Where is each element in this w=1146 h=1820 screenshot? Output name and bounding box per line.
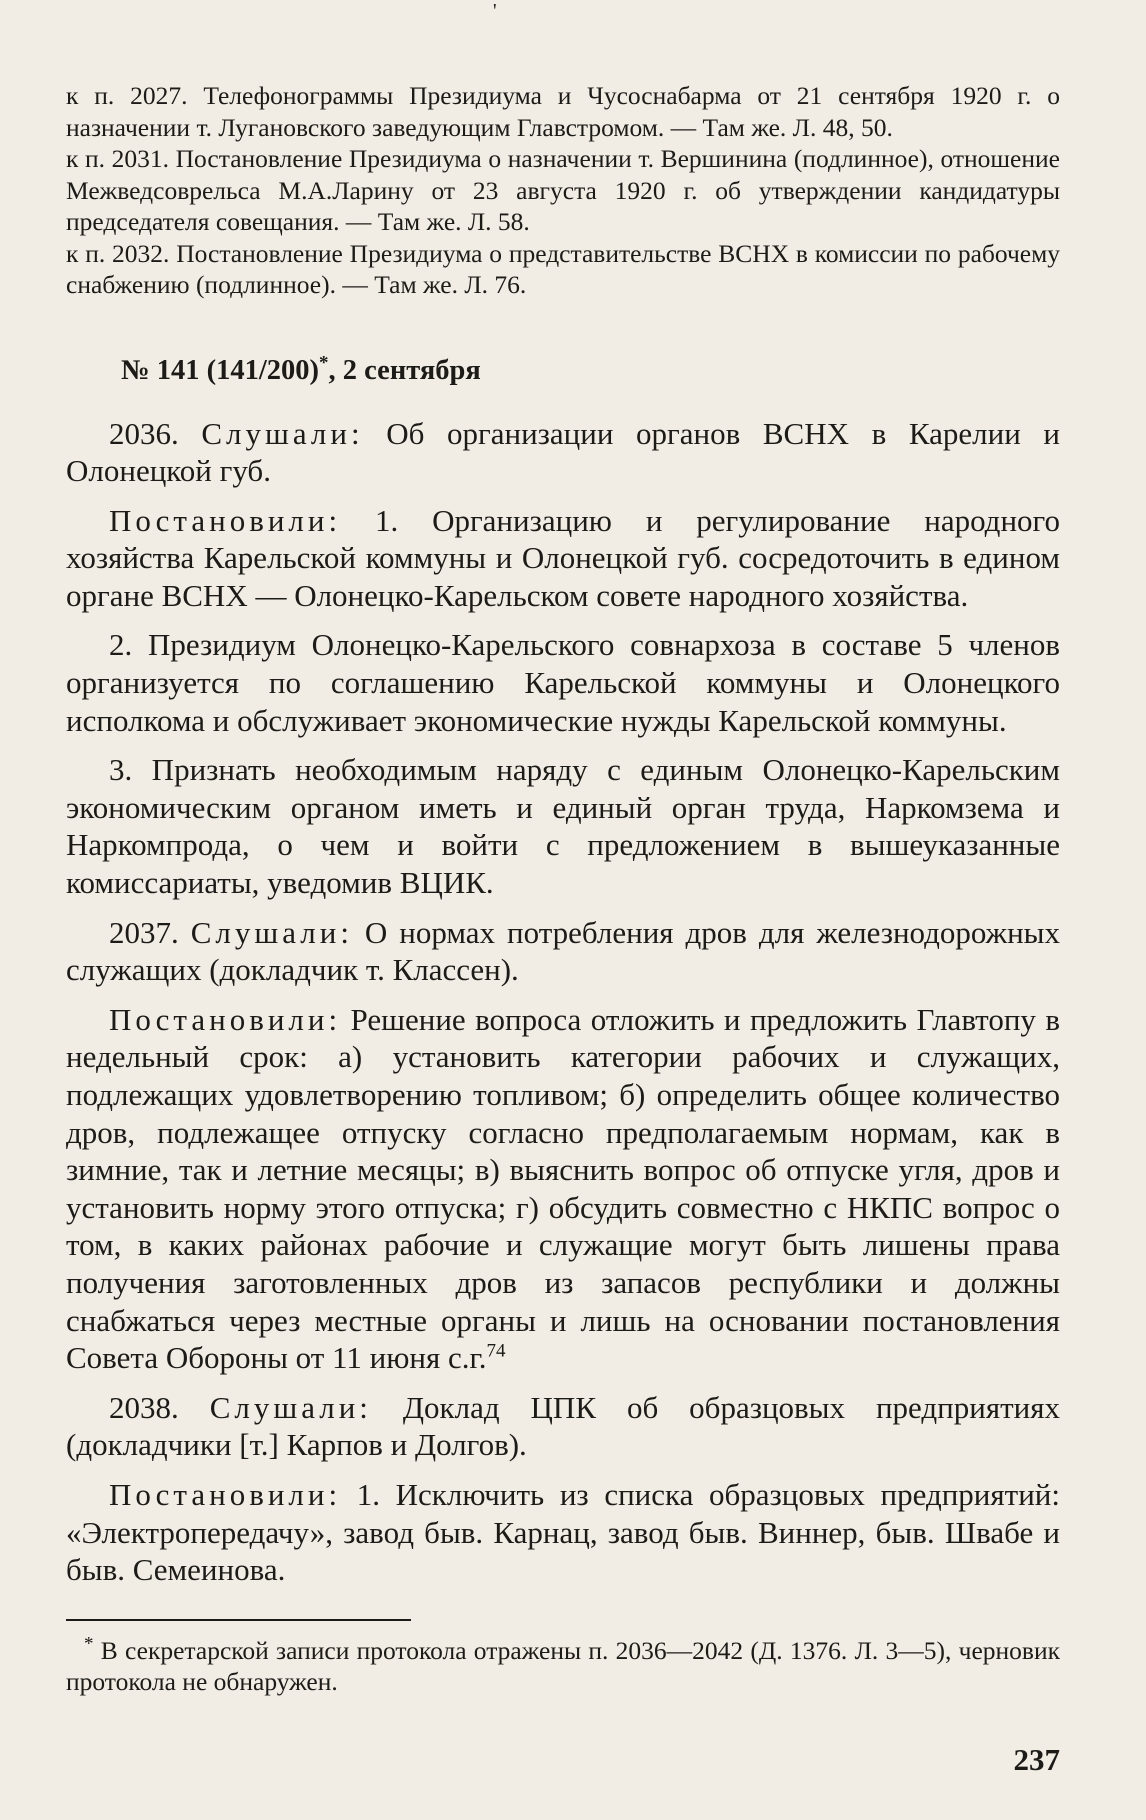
spaced-label: Постановили: <box>109 1476 342 1512</box>
protocol-body <box>66 415 1060 1589</box>
page-number: 237 <box>1013 1742 1060 1777</box>
protocol-date: , 2 сентября <box>328 354 481 386</box>
item-2037-resolved: Постановили: Решение вопроса отложить и предложить Главтопу в недельный срок: а) установить категории рабочих и служащих, подлежащих удовлетворению топливом; б) определить общее количество дров, подлежащее отпуску согласно предполагаемым нормам, как в зимние, так и летние месяцы; в) выяснить вопрос об отпуске угля, дров и установить норму этого отпуска; г) обсудить совместно с НКПС вопрос о том, в каких районах рабочие и служащие могут быть лишены права получения заготовленных дров из запасов республики и должны снабжаться через местные органы и лишь на основании постановления Совета Обороны от 11 июня с.г.$^{74}$ <box>66 1001 1060 1376</box>
item-2036-point-2: 2. Президиум Олонецко-Карельского совнархоза в составе 5 членов организуется по соглашению Карельской коммуны и Олонецкого исполкома и обслуживает экономические нужды Карельской коммуны. <box>66 627 1060 738</box>
spaced-label: Постановили: <box>109 502 342 538</box>
reference-2032: к п. 2032. Постановление Президиума о представительстве ВСНХ в комиссии по рабочему снабжению (подлинное). — Там же. Л. 76. <box>66 238 1060 299</box>
reference-2031: к п. 2031. Постановление Президиума о назначении т. Вершинина (подлинное), отношение Межведсоврельса М.А.Ларину от 23 августа 1920 г. об утверждении кандидатуры председателя совещания. — Там же. Л. 58. <box>66 144 1060 236</box>
spaced-label: Слушали: <box>209 1389 372 1425</box>
footnote-mark: * <box>84 1633 94 1655</box>
footnote-marker: * <box>319 352 329 373</box>
note-reference: 74 <box>486 1340 506 1362</box>
footnote-divider <box>66 1619 411 1621</box>
item-2036-resolved: Постановили: 1. Организацию и регулирование народного хозяйства Карельской коммуны и Олонецкой губ. сосредоточить в едином органе ВСНХ — Олонецко-Карельском совете народного хозяйства. <box>66 502 1060 613</box>
item-2036-heard: 2036. Слушали: Об организации органов ВСНХ в Карелии и Олонецкой губ. <box>66 415 1060 489</box>
archive-references <box>66 80 1060 301</box>
protocol-heading <box>66 353 1060 389</box>
reference-2027: к п. 2027. Телефонограммы Президиума и Чусоснабарма от 21 сентября 1920 г. о назначении т. Лугановского заведующим Главстромом. — Там же. Л. 48, 50. <box>66 81 1060 142</box>
item-2036-point-3: 3. Признать необходимым наряду с единым Олонецко-Карельским экономическим органом иметь и единый орган труда, Наркомзема и Наркомпрода, о чем и войти с предложением в вышеуказанные комиссариаты, уведомив ВЦИК. <box>66 752 1060 901</box>
item-2038-resolved: Постановили: 1. Исключить из списка образцовых предприятий: «Электропередачу», завод быв. Карнац, завод быв. Виннер, быв. Швабе и быв. Семеинова. <box>66 1476 1060 1588</box>
spaced-label: Слушали: <box>190 914 353 950</box>
item-2037-heard: 2037. Слушали: О нормах потребления дров для железнодорожных служащих (докладчик т. Классен). <box>66 914 1060 988</box>
item-2038-heard: 2038. Слушали: Доклад ЦПК об образцовых предприятиях (докладчики [т.] Карпов и Долгов). <box>66 1389 1061 1463</box>
page-content <box>66 80 1060 1698</box>
spaced-label: Слушали: <box>201 415 364 451</box>
footnote: * В секретарской записи протокола отражены п. 2036—2042 (Д. 1376. Л. 3—5), черновик протокола не обнаружен. <box>66 1633 1060 1697</box>
protocol-number: № 141 (141/200) <box>121 354 320 386</box>
scan-mark: ' <box>493 0 497 22</box>
spaced-label: Постановили: <box>109 1001 342 1037</box>
